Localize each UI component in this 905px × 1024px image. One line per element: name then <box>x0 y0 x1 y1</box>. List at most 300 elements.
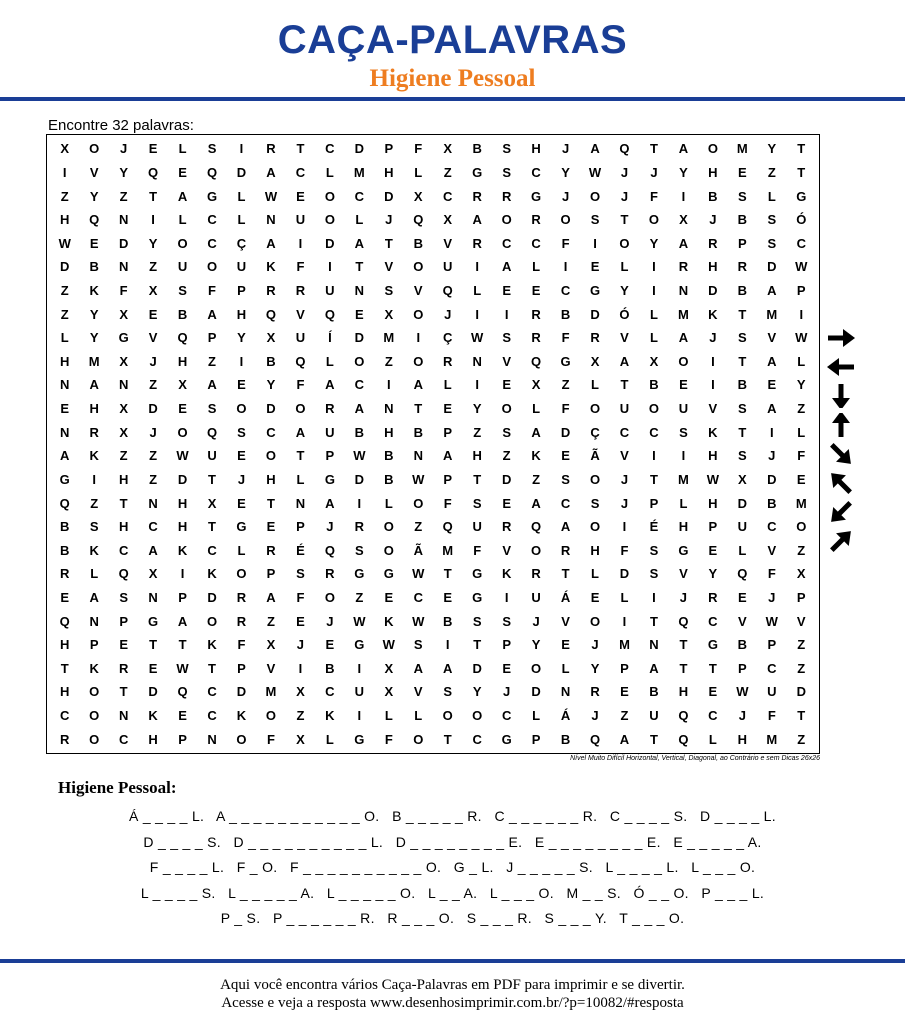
grid-cell[interactable]: I <box>239 141 244 157</box>
grid-cell[interactable]: D <box>796 684 806 700</box>
grid-cell[interactable]: T <box>149 188 158 204</box>
grid-cell[interactable]: A <box>207 306 217 322</box>
grid-cell[interactable]: B <box>384 471 394 487</box>
grid-cell[interactable]: X <box>531 377 541 393</box>
grid-cell[interactable]: F <box>620 542 629 558</box>
grid-cell[interactable]: O <box>589 471 601 487</box>
grid-cell[interactable]: A <box>678 141 689 157</box>
grid-cell[interactable]: W <box>412 566 425 582</box>
grid-cell[interactable]: I <box>151 212 155 228</box>
grid-cell[interactable]: W <box>795 330 808 346</box>
grid-cell[interactable]: J <box>738 708 746 724</box>
grid-cell[interactable]: I <box>298 235 303 251</box>
grid-cell[interactable]: V <box>443 235 453 251</box>
grid-cell[interactable]: L <box>414 708 423 724</box>
grid-cell[interactable]: V <box>148 330 158 346</box>
grid-cell[interactable]: D <box>501 471 512 487</box>
grid-cell[interactable]: S <box>472 495 482 511</box>
grid-cell[interactable]: X <box>679 212 688 228</box>
grid-cell[interactable]: J <box>532 613 540 629</box>
grid-cell[interactable]: R <box>266 141 276 157</box>
grid-cell[interactable]: A <box>207 377 217 393</box>
grid-cell[interactable]: O <box>324 188 335 204</box>
grid-cell[interactable]: B <box>560 731 571 747</box>
grid-cell[interactable]: Z <box>355 589 364 605</box>
grid-cell[interactable]: O <box>265 448 277 464</box>
grid-cell[interactable]: I <box>416 330 421 346</box>
grid-cell[interactable]: R <box>354 519 365 535</box>
grid-cell[interactable]: J <box>561 188 570 204</box>
grid-cell[interactable]: J <box>768 589 776 605</box>
grid-cell[interactable]: L <box>237 212 246 228</box>
grid-cell[interactable]: I <box>239 353 244 369</box>
grid-cell[interactable]: A <box>531 495 541 511</box>
grid-cell[interactable]: Q <box>678 708 689 724</box>
grid-cell[interactable]: A <box>767 353 777 369</box>
grid-cell[interactable]: X <box>119 424 128 440</box>
grid-cell[interactable]: D <box>236 684 247 700</box>
grid-cell[interactable]: T <box>649 613 658 629</box>
grid-cell[interactable]: R <box>325 566 335 582</box>
grid-cell[interactable]: P <box>767 637 777 653</box>
grid-cell[interactable]: F <box>443 495 452 511</box>
grid-cell[interactable]: D <box>767 259 777 275</box>
grid-cell[interactable]: F <box>384 731 393 747</box>
grid-cell[interactable]: Y <box>649 235 659 251</box>
grid-cell[interactable]: D <box>384 188 394 204</box>
grid-cell[interactable]: I <box>622 613 627 629</box>
grid-cell[interactable]: H <box>89 401 99 417</box>
grid-cell[interactable]: Z <box>149 259 158 275</box>
grid-cell[interactable]: Ã <box>413 542 423 558</box>
grid-cell[interactable]: S <box>679 424 688 440</box>
grid-cell[interactable]: T <box>208 519 216 535</box>
grid-cell[interactable]: I <box>92 471 96 487</box>
grid-cell[interactable]: R <box>118 660 129 676</box>
grid-cell[interactable]: V <box>89 164 99 180</box>
grid-cell[interactable]: R <box>443 353 453 369</box>
grid-cell[interactable]: G <box>560 353 571 369</box>
grid-cell[interactable]: G <box>236 519 247 535</box>
grid-cell[interactable]: L <box>296 471 305 487</box>
grid-cell[interactable]: I <box>475 377 479 393</box>
grid-cell[interactable]: L <box>178 212 187 228</box>
grid-cell[interactable]: Y <box>767 141 777 157</box>
grid-cell[interactable]: L <box>443 377 452 393</box>
grid-cell[interactable]: E <box>325 637 335 653</box>
grid-cell[interactable]: B <box>737 282 748 298</box>
grid-cell[interactable]: E <box>561 637 570 653</box>
grid-cell[interactable]: M <box>766 306 778 322</box>
grid-cell[interactable]: X <box>649 353 659 369</box>
grid-cell[interactable]: L <box>178 141 187 157</box>
grid-cell[interactable]: S <box>590 212 600 228</box>
grid-cell[interactable]: E <box>178 708 187 724</box>
grid-cell[interactable]: Q <box>59 495 70 511</box>
grid-cell[interactable]: A <box>767 282 777 298</box>
grid-cell[interactable]: V <box>384 259 394 275</box>
grid-cell[interactable]: G <box>472 589 483 605</box>
grid-cell[interactable]: H <box>678 684 689 700</box>
grid-cell[interactable]: S <box>502 164 511 180</box>
grid-cell[interactable]: X <box>178 377 187 393</box>
grid-cell[interactable]: R <box>89 424 99 440</box>
grid-cell[interactable]: T <box>679 660 688 676</box>
grid-cell[interactable]: V <box>561 613 570 629</box>
grid-cell[interactable]: Y <box>472 684 482 700</box>
grid-cell[interactable]: C <box>325 141 335 157</box>
grid-cell[interactable]: J <box>591 637 599 653</box>
grid-cell[interactable]: A <box>531 424 541 440</box>
grid-cell[interactable]: X <box>413 188 423 204</box>
grid-cell[interactable]: H <box>60 353 70 369</box>
grid-cell[interactable]: I <box>711 353 715 369</box>
grid-cell[interactable]: H <box>384 164 394 180</box>
grid-cell[interactable]: U <box>619 401 630 417</box>
grid-cell[interactable]: I <box>622 519 627 535</box>
grid-cell[interactable]: O <box>413 306 424 322</box>
grid-cell[interactable]: G <box>531 188 542 204</box>
grid-cell[interactable]: T <box>738 306 747 322</box>
grid-cell[interactable]: O <box>501 212 512 228</box>
grid-cell[interactable]: O <box>206 259 218 275</box>
grid-cell[interactable]: A <box>325 495 335 511</box>
grid-cell[interactable]: J <box>149 353 157 369</box>
grid-cell[interactable]: O <box>560 212 571 228</box>
grid-cell[interactable]: L <box>384 708 393 724</box>
grid-cell[interactable]: R <box>501 188 512 204</box>
grid-cell[interactable]: Z <box>149 448 158 464</box>
grid-cell[interactable]: V <box>796 613 806 629</box>
grid-cell[interactable]: G <box>354 731 365 747</box>
grid-cell[interactable]: R <box>472 235 482 251</box>
grid-cell[interactable]: I <box>563 259 568 275</box>
grid-cell[interactable]: F <box>296 259 305 275</box>
grid-cell[interactable]: J <box>709 212 717 228</box>
grid-cell[interactable]: H <box>708 259 718 275</box>
grid-cell[interactable]: S <box>178 282 187 298</box>
grid-cell[interactable]: G <box>148 613 159 629</box>
grid-cell[interactable]: N <box>649 637 659 653</box>
grid-cell[interactable]: H <box>708 495 718 511</box>
grid-cell[interactable]: S <box>590 495 600 511</box>
grid-cell[interactable]: T <box>473 471 482 487</box>
grid-cell[interactable]: W <box>765 613 778 629</box>
grid-cell[interactable]: S <box>237 424 246 440</box>
grid-cell[interactable]: O <box>354 353 365 369</box>
grid-cell[interactable]: T <box>797 141 806 157</box>
grid-cell[interactable]: A <box>354 401 365 417</box>
grid-cell[interactable]: E <box>708 684 718 700</box>
grid-cell[interactable]: U <box>354 684 365 700</box>
grid-cell[interactable]: W <box>706 471 720 487</box>
grid-cell[interactable]: N <box>118 377 129 393</box>
grid-cell[interactable]: Q <box>324 542 335 558</box>
grid-cell[interactable]: T <box>473 637 482 653</box>
grid-cell[interactable]: L <box>620 589 629 605</box>
grid-cell[interactable]: D <box>560 424 571 440</box>
grid-cell[interactable]: V <box>620 330 629 346</box>
grid-cell[interactable]: D <box>207 589 217 605</box>
grid-cell[interactable]: M <box>795 495 807 511</box>
grid-cell[interactable]: S <box>738 330 747 346</box>
grid-cell[interactable]: Y <box>237 330 246 346</box>
grid-cell[interactable]: Á <box>560 589 571 605</box>
grid-cell[interactable]: L <box>473 282 482 298</box>
grid-cell[interactable]: X <box>148 566 158 582</box>
grid-cell[interactable]: S <box>472 613 482 629</box>
grid-cell[interactable]: O <box>589 519 601 535</box>
grid-cell[interactable]: Q <box>531 353 542 369</box>
grid-cell[interactable]: N <box>60 377 70 393</box>
grid-cell[interactable]: D <box>737 495 748 511</box>
grid-cell[interactable]: L <box>620 259 629 275</box>
grid-cell[interactable]: K <box>207 566 217 582</box>
grid-cell[interactable]: N <box>118 259 129 275</box>
grid-cell[interactable]: P <box>178 731 187 747</box>
grid-cell[interactable]: J <box>296 637 305 653</box>
grid-cell[interactable]: Z <box>266 613 275 629</box>
grid-cell[interactable]: D <box>531 684 541 700</box>
grid-cell[interactable]: T <box>149 637 158 653</box>
grid-cell[interactable]: L <box>532 401 541 417</box>
grid-cell[interactable]: D <box>708 282 718 298</box>
grid-cell[interactable]: E <box>796 471 806 487</box>
grid-cell[interactable]: T <box>414 401 423 417</box>
grid-cell[interactable]: W <box>588 164 602 180</box>
grid-cell[interactable]: X <box>60 141 70 157</box>
grid-cell[interactable]: B <box>472 141 482 157</box>
grid-cell[interactable]: E <box>237 448 246 464</box>
grid-cell[interactable]: E <box>620 684 629 700</box>
grid-cell[interactable]: S <box>738 188 747 204</box>
grid-cell[interactable]: U <box>649 708 659 724</box>
grid-cell[interactable]: T <box>797 164 806 180</box>
grid-cell[interactable]: J <box>650 164 658 180</box>
grid-cell[interactable]: A <box>295 424 306 440</box>
grid-cell[interactable]: E <box>531 282 541 298</box>
grid-cell[interactable]: V <box>708 401 718 417</box>
grid-cell[interactable]: L <box>325 731 334 747</box>
grid-cell[interactable]: L <box>797 424 806 440</box>
grid-cell[interactable]: R <box>60 731 70 747</box>
grid-cell[interactable]: J <box>237 471 246 487</box>
grid-cell[interactable]: R <box>325 401 335 417</box>
grid-cell[interactable]: S <box>767 235 777 251</box>
grid-cell[interactable]: B <box>443 613 453 629</box>
grid-cell[interactable]: P <box>443 424 453 440</box>
grid-cell[interactable]: L <box>532 708 541 724</box>
grid-cell[interactable]: P <box>502 637 511 653</box>
grid-cell[interactable]: N <box>89 613 99 629</box>
grid-cell[interactable]: L <box>649 330 658 346</box>
grid-cell[interactable]: W <box>412 613 425 629</box>
grid-cell[interactable]: I <box>504 306 509 322</box>
grid-cell[interactable]: O <box>501 401 512 417</box>
grid-cell[interactable]: T <box>296 141 305 157</box>
grid-cell[interactable]: U <box>325 424 335 440</box>
grid-cell[interactable]: Y <box>708 566 718 582</box>
grid-cell[interactable]: H <box>118 471 129 487</box>
grid-cell[interactable]: E <box>738 589 747 605</box>
grid-cell[interactable]: S <box>502 424 511 440</box>
grid-cell[interactable]: O <box>531 542 542 558</box>
grid-cell[interactable]: A <box>767 401 777 417</box>
grid-cell[interactable]: P <box>207 330 217 346</box>
grid-cell[interactable]: B <box>60 519 70 535</box>
grid-cell[interactable]: B <box>560 306 571 322</box>
grid-cell[interactable]: K <box>207 637 217 653</box>
grid-cell[interactable]: P <box>738 660 747 676</box>
grid-cell[interactable]: T <box>60 660 69 676</box>
grid-cell[interactable]: Y <box>679 164 688 180</box>
grid-cell[interactable]: X <box>119 401 128 417</box>
grid-cell[interactable]: N <box>384 401 394 417</box>
grid-cell[interactable]: K <box>89 282 99 298</box>
grid-cell[interactable]: J <box>326 519 334 535</box>
grid-cell[interactable]: O <box>236 566 247 582</box>
grid-cell[interactable]: T <box>738 353 747 369</box>
grid-cell[interactable]: V <box>767 330 777 346</box>
grid-cell[interactable]: I <box>298 660 303 676</box>
grid-cell[interactable]: E <box>296 613 305 629</box>
grid-cell[interactable]: I <box>445 637 450 653</box>
grid-cell[interactable]: T <box>561 566 570 582</box>
grid-cell[interactable]: A <box>266 589 276 605</box>
grid-cell[interactable]: S <box>738 401 747 417</box>
grid-cell[interactable]: H <box>708 164 718 180</box>
grid-cell[interactable]: A <box>413 660 423 676</box>
grid-cell[interactable]: S <box>384 282 394 298</box>
grid-cell[interactable]: S <box>296 566 305 582</box>
grid-cell[interactable]: U <box>472 519 482 535</box>
grid-cell[interactable]: L <box>384 495 393 511</box>
grid-cell[interactable]: J <box>385 212 393 228</box>
grid-cell[interactable]: Y <box>119 164 128 180</box>
grid-cell[interactable]: Q <box>265 306 277 322</box>
grid-cell[interactable]: T <box>355 259 364 275</box>
grid-cell[interactable]: C <box>413 589 423 605</box>
grid-cell[interactable]: J <box>620 188 629 204</box>
grid-cell[interactable]: X <box>738 471 747 487</box>
grid-cell[interactable]: T <box>708 660 717 676</box>
grid-cell[interactable]: Y <box>531 637 541 653</box>
grid-cell[interactable]: H <box>708 448 718 464</box>
grid-cell[interactable]: D <box>354 330 365 346</box>
grid-cell[interactable]: P <box>89 637 99 653</box>
grid-cell[interactable]: X <box>148 282 158 298</box>
grid-cell[interactable]: V <box>413 282 423 298</box>
grid-cell[interactable]: Ó <box>619 306 630 322</box>
grid-cell[interactable]: D <box>60 259 70 275</box>
grid-cell[interactable]: Ç <box>236 235 247 251</box>
grid-cell[interactable]: H <box>236 306 247 322</box>
grid-cell[interactable]: C <box>207 684 217 700</box>
grid-cell[interactable]: O <box>619 235 630 251</box>
grid-cell[interactable]: S <box>502 613 511 629</box>
grid-cell[interactable]: H <box>531 141 541 157</box>
grid-cell[interactable]: V <box>296 306 305 322</box>
grid-cell[interactable]: W <box>176 448 189 464</box>
grid-cell[interactable]: I <box>652 589 656 605</box>
grid-cell[interactable]: R <box>295 282 306 298</box>
grid-cell[interactable]: R <box>472 188 482 204</box>
grid-cell[interactable]: C <box>796 235 806 251</box>
grid-cell[interactable]: G <box>324 471 335 487</box>
grid-cell[interactable]: E <box>148 141 158 157</box>
grid-cell[interactable]: M <box>677 471 689 487</box>
grid-cell[interactable]: U <box>295 330 306 346</box>
grid-cell[interactable]: M <box>677 306 689 322</box>
grid-cell[interactable]: P <box>738 235 747 251</box>
grid-cell[interactable]: C <box>501 235 512 251</box>
grid-cell[interactable]: D <box>472 660 482 676</box>
grid-cell[interactable]: N <box>207 731 217 747</box>
grid-cell[interactable]: A <box>678 235 689 251</box>
grid-cell[interactable]: A <box>60 448 70 464</box>
grid-cell[interactable]: Z <box>60 188 69 204</box>
grid-cell[interactable]: I <box>652 282 656 298</box>
grid-cell[interactable]: S <box>207 141 217 157</box>
grid-cell[interactable]: O <box>678 353 689 369</box>
grid-cell[interactable]: O <box>383 542 394 558</box>
grid-cell[interactable]: U <box>767 684 777 700</box>
grid-cell[interactable]: H <box>60 684 70 700</box>
grid-cell[interactable]: X <box>266 637 276 653</box>
grid-cell[interactable]: Q <box>442 519 453 535</box>
grid-cell[interactable]: C <box>354 188 365 204</box>
grid-cell[interactable]: K <box>89 448 99 464</box>
grid-cell[interactable]: H <box>177 353 188 369</box>
grid-cell[interactable]: Z <box>473 424 482 440</box>
grid-cell[interactable]: W <box>176 660 189 676</box>
grid-cell[interactable]: A <box>89 377 99 393</box>
grid-cell[interactable]: S <box>443 684 453 700</box>
grid-cell[interactable]: R <box>708 589 718 605</box>
grid-cell[interactable]: H <box>60 637 70 653</box>
grid-cell[interactable]: G <box>501 731 512 747</box>
grid-cell[interactable]: G <box>354 637 365 653</box>
grid-cell[interactable]: E <box>590 259 600 275</box>
grid-cell[interactable]: R <box>531 306 541 322</box>
grid-cell[interactable]: W <box>736 684 749 700</box>
grid-cell[interactable]: Q <box>295 353 306 369</box>
grid-cell[interactable]: C <box>501 708 512 724</box>
grid-cell[interactable]: N <box>148 589 158 605</box>
grid-cell[interactable]: F <box>414 141 423 157</box>
grid-cell[interactable]: Z <box>797 542 806 558</box>
grid-cell[interactable]: F <box>296 377 305 393</box>
grid-cell[interactable]: Z <box>797 660 806 676</box>
grid-cell[interactable]: T <box>208 471 216 487</box>
grid-cell[interactable]: X <box>296 731 305 747</box>
grid-cell[interactable]: Z <box>384 353 393 369</box>
grid-cell[interactable]: N <box>118 212 129 228</box>
grid-cell[interactable]: P <box>178 589 187 605</box>
grid-cell[interactable]: M <box>265 684 277 700</box>
grid-cell[interactable]: T <box>649 731 658 747</box>
grid-cell[interactable]: S <box>502 141 511 157</box>
grid-cell[interactable]: Q <box>148 164 159 180</box>
grid-cell[interactable]: O <box>206 613 218 629</box>
grid-cell[interactable]: X <box>296 684 305 700</box>
grid-cell[interactable]: C <box>619 424 630 440</box>
grid-cell[interactable]: L <box>237 188 246 204</box>
grid-cell[interactable]: T <box>296 448 305 464</box>
grid-cell[interactable]: I <box>328 259 332 275</box>
grid-cell[interactable]: H <box>472 448 482 464</box>
grid-cell[interactable]: O <box>707 141 718 157</box>
